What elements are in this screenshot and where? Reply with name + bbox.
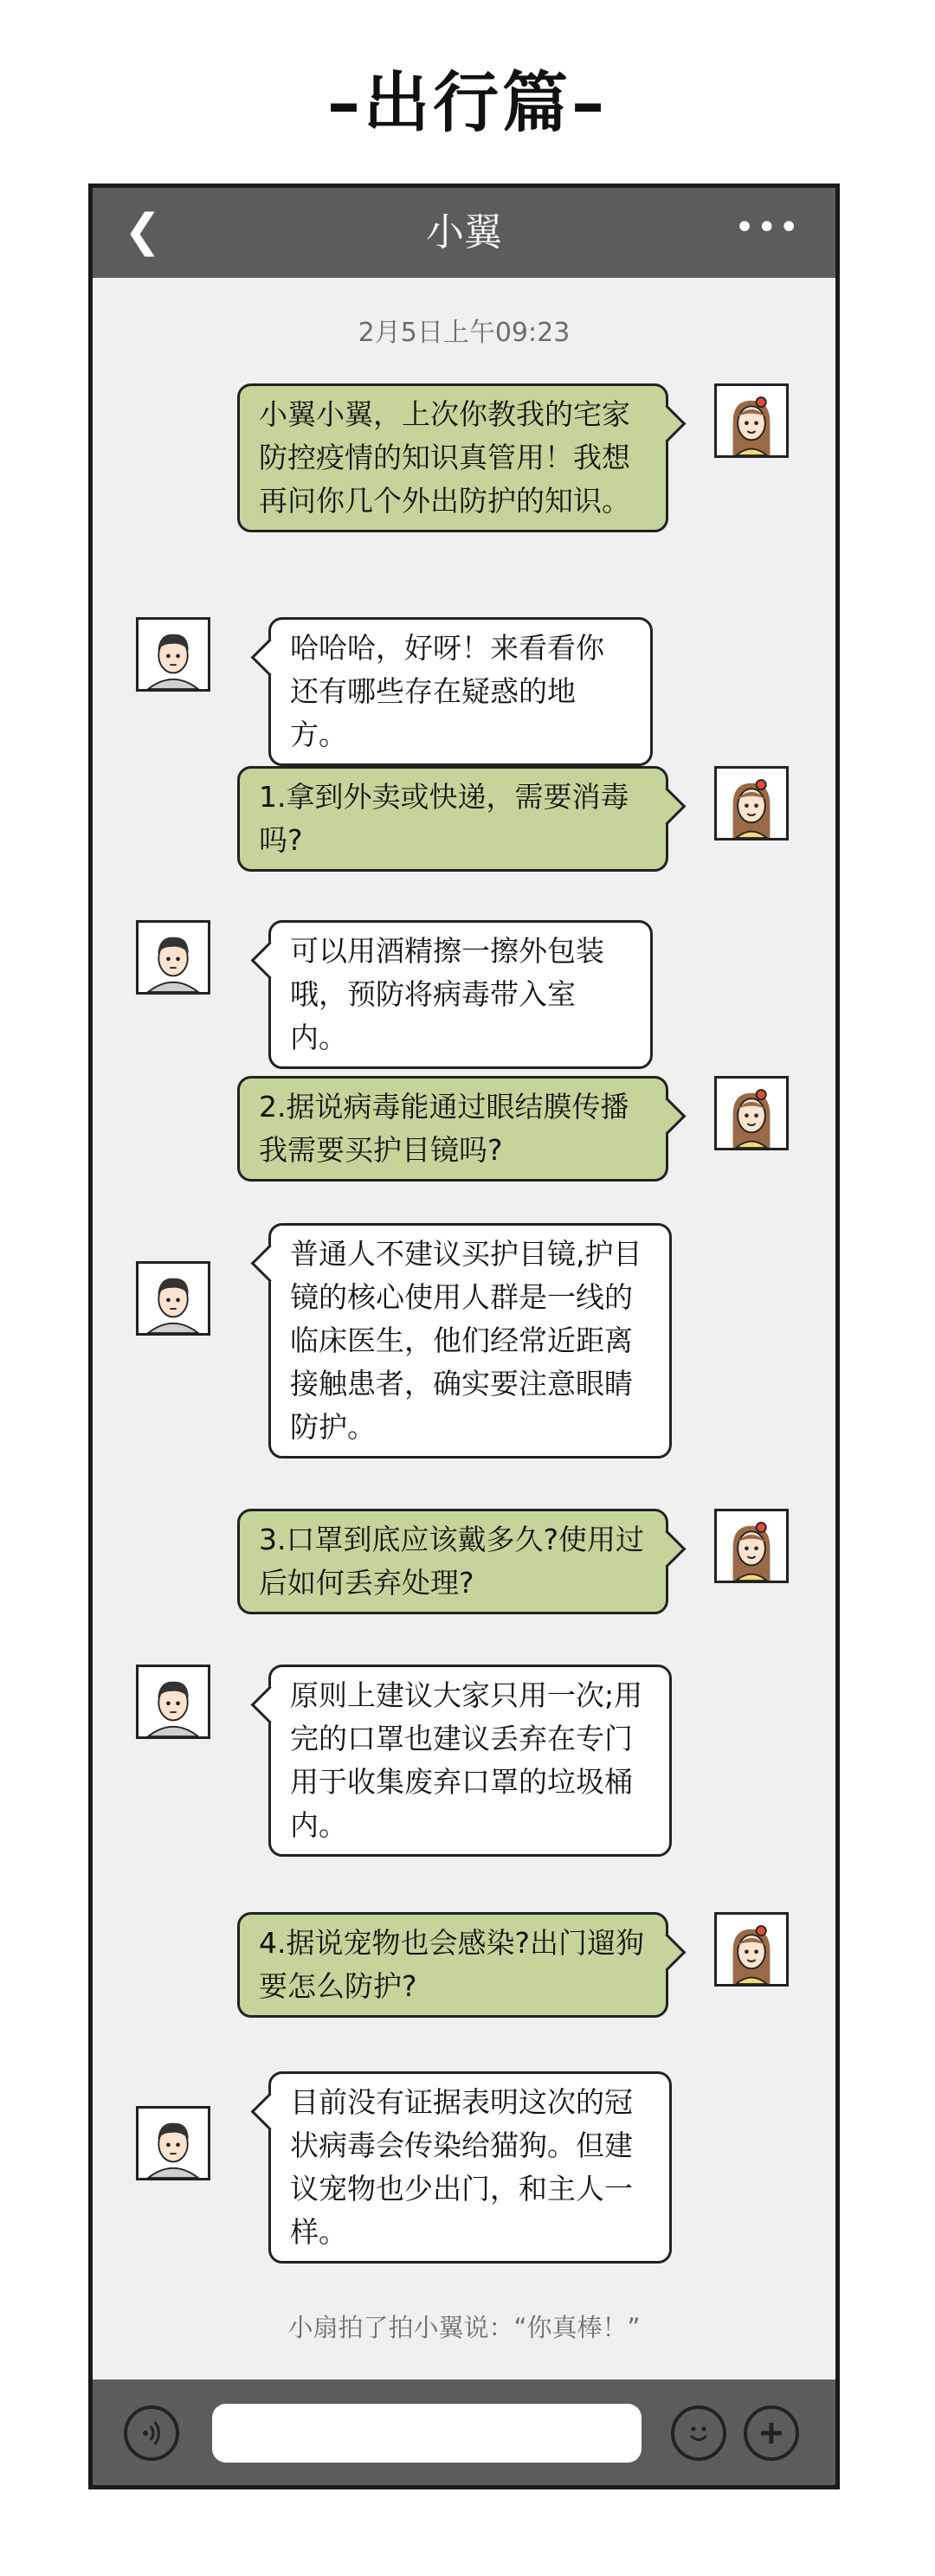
back-icon[interactable]: ❮: [124, 205, 162, 257]
message-bubble-sent[interactable]: 2.据说病毒能通过眼结膜传播我需要买护目镜吗?: [237, 1076, 668, 1182]
page-title: –出行篇–: [327, 64, 608, 141]
message-input[interactable]: [212, 2404, 642, 2463]
boy-avatar[interactable]: [136, 1665, 210, 1739]
girl-avatar[interactable]: [714, 383, 789, 458]
chat-header: [93, 188, 835, 278]
message-bubble-received[interactable]: 哈哈哈，好呀！来看看你还有哪些存在疑惑的地方。: [268, 617, 653, 766]
message-bubble-received[interactable]: 可以用酒精擦一擦外包装哦，预防将病毒带入室内。: [268, 920, 653, 1069]
girl-avatar[interactable]: [714, 1509, 789, 1583]
contact-name: 小翼: [426, 210, 502, 254]
message-bubble-sent[interactable]: 小翼小翼，上次你教我的宅家防控疫情的知识真管用！我想再问你几个外出防护的知识。: [237, 383, 668, 532]
chat-screen: [88, 184, 840, 2489]
voice-icon[interactable]: [124, 2405, 179, 2461]
message-bubble-received[interactable]: 原则上建议大家只用一次;用完的口罩也建议丢弃在专门用于收集废弃口罩的垃圾桶内。: [268, 1665, 672, 1857]
girl-avatar[interactable]: [714, 1076, 789, 1150]
boy-avatar[interactable]: [136, 920, 210, 995]
more-icon[interactable]: •••: [734, 208, 801, 248]
add-icon[interactable]: [744, 2405, 799, 2461]
pat-notification: 小扇拍了拍小翼说：“你真棒！”: [287, 2313, 641, 2342]
boy-avatar[interactable]: [136, 1261, 210, 1336]
boy-avatar[interactable]: [136, 617, 210, 692]
girl-avatar[interactable]: [714, 766, 789, 840]
message-bubble-received[interactable]: 普通人不建议买护目镜,护目镜的核心使用人群是一线的临床医生，他们经常近距离接触患者，确实要注意眼睛防护。: [268, 1223, 672, 1459]
girl-avatar[interactable]: [714, 1912, 789, 1987]
message-bubble-sent[interactable]: 3.口罩到底应该戴多久?使用过后如何丢弃处理?: [237, 1509, 668, 1614]
message-bubble-sent[interactable]: 1.拿到外卖或快递，需要消毒吗?: [237, 766, 668, 872]
boy-avatar[interactable]: [136, 2106, 210, 2180]
message-timestamp: 2月5日上午09:23: [358, 318, 571, 348]
message-bubble-received[interactable]: 目前没有证据表明这次的冠状病毒会传染给猫狗。但建议宠物也少出门，和主人一样。: [268, 2071, 672, 2264]
input-bar: [93, 2380, 835, 2485]
emoji-icon[interactable]: [671, 2405, 726, 2461]
message-bubble-sent[interactable]: 4.据说宠物也会感染?出门遛狗要怎么防护?: [237, 1912, 668, 2018]
